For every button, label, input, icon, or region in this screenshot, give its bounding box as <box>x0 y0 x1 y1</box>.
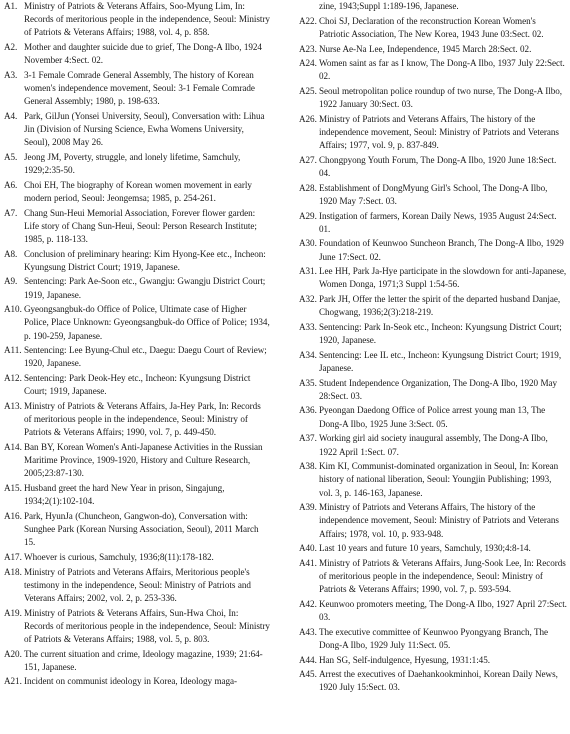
reference-number: A11. <box>4 345 22 356</box>
reference-entry <box>299 43 567 56</box>
reference-number: A20. <box>4 648 22 659</box>
reference-number: A23. <box>299 43 317 54</box>
reference-text: Kim KI, Communist-dominated organization in Seoul, In: Korean history of national liberation, Seoul: Youngjin Publishing; 1993, vol. 3, p. 146-163, Japanese. <box>319 461 559 498</box>
reference-entry <box>4 372 270 398</box>
reference-text: Lee HH, Park Ja-Hye participate in the slowdown for anti-Japanese, Women Donga, 1971;3 Suppl 1:54-56. <box>319 266 567 290</box>
reference-entry <box>4 69 270 109</box>
reference-text: Whoever is curious, Samchuly, 1936;8(11):178-182. <box>24 551 214 562</box>
reference-entry <box>4 566 270 606</box>
reference-entry <box>4 303 270 343</box>
reference-text: Seoul metropolitan police roundup of two nurse, The Dong-A Ilbo, 1922 January 30:Sect. 03. <box>319 86 562 110</box>
reference-text: Keunwoo promoters meeting, The Dong-A Ilbo, 1927 April 27:Sect. 03. <box>319 598 567 623</box>
reference-entry <box>299 501 567 541</box>
reference-text: Sentencing: Park Ae-Soon etc., Gwangju: Gwangju District Court; 1919, Japanese. <box>24 276 266 300</box>
reference-text: Park, GilJun (Yonsei University, Seoul), Conversation with: Lihua Jin (Division of Nursing Science, Ewha Womens University, Seoul), 2008 May 26. <box>24 110 265 148</box>
reference-text: Sentencing: Lee Byung-Chul etc., Daegu: Daegu Court of Review; 1920, Japanese. <box>24 345 267 369</box>
reference-entry <box>299 349 567 375</box>
reference-entry <box>299 210 567 236</box>
reference-number: A42. <box>299 598 317 609</box>
reference-entry <box>299 557 567 597</box>
reference-text: Park JH, Offer the letter the spirit of the departed husband Danjae, Chogwang, 1936;2(3):218-219. <box>319 294 561 318</box>
reference-number: A41. <box>299 557 317 568</box>
reference-entry <box>299 154 567 180</box>
reference-text: Foundation of Keunwoo Suncheon Branch, The Dong-A Ilbo, 1929 June 17:Sect. 02. <box>319 238 564 262</box>
reference-text: Conclusion of preliminary hearing: Kim Hyong-Kee etc., Incheon: Kyungsung District Court; 1919, Japanese. <box>24 248 266 272</box>
reference-number: A28. <box>299 182 317 193</box>
reference-text: Choi SJ, Declaration of the reconstruction Korean Women's Patriotic Association, The New Korea, 1943 June 03:Sect. 02. <box>319 15 544 39</box>
reference-text: Sentencing: Lee IL etc., Incheon: Kyungsung District Court; 1919, Japanese. <box>319 349 562 373</box>
reference-text: Gyeongsangbuk-do Office of Police, Ultimate case of Higher Police, Place Unknown: Gyeongsangbuk-do Office of Police; 1934, p. 190-259, Japanese. <box>24 304 270 341</box>
reference-text: Choi EH, The biography of Korean women movement in early modern period, Seoul: Jeongemsa; 1985, p. 254-261. <box>24 179 252 203</box>
reference-text: Park, HyunJa (Chuncheon, Gangwon-do), Conversation with: Sunghee Park (Korean Nursing Association, Seoul), 2011 March 15. <box>24 510 259 548</box>
reference-text: Ministry of Patriots & Veterans Affairs, Sun-Hwa Choi, In: Records of meritorious people in the independence, Seoul: Ministry of Patriots & Veterans Affairs; 1988, vol. 5, p. 803. <box>24 607 270 644</box>
reference-entry <box>299 377 567 403</box>
reference-number: A40. <box>299 543 317 554</box>
reference-number: A24. <box>299 58 317 69</box>
reference-number: A6. <box>4 179 18 190</box>
reference-text: Chongpyong Youth Forum, The Dong-A Ilbo, 1920 June 18:Sect. 04. <box>319 154 557 179</box>
reference-text: Ministry of Patriots and Veterans Affairs, The history of the independence movement, Seoul: Ministry of Patriots and Veterans Affairs; 1977, vol. 9, p. 837-849. <box>319 113 559 151</box>
reference-entry <box>4 551 270 564</box>
reference-text: Instigation of farmers, Korean Daily News, 1935 August 24:Sect. 01. <box>319 210 557 234</box>
reference-column-right <box>299 0 567 696</box>
reference-number: A34. <box>299 349 317 360</box>
reference-column-left <box>4 0 270 690</box>
reference-entry <box>4 41 270 67</box>
reference-number: A38. <box>299 461 317 472</box>
reference-number: A35. <box>299 377 317 388</box>
reference-entry <box>299 182 567 208</box>
reference-number: A8. <box>4 248 18 259</box>
reference-text: Husband greet the hard New Year in prison, Singajung, 1934;2(1):102-104. <box>24 483 225 507</box>
reference-number: A10. <box>4 304 22 315</box>
reference-entry <box>299 0 567 13</box>
reference-text: 3-1 Female Comrade General Assembly, The history of Korean women's independence movement, Seoul: 3-1 Female Comrade General Assembly; 1980, p. 198-633. <box>24 69 255 107</box>
reference-entry <box>299 293 567 319</box>
reference-text: Arrest the executives of Daehankookminhoi, Korean Daily News, 1920 July 15:Sect. 03. <box>319 669 558 693</box>
reference-number: A7. <box>4 207 18 218</box>
reference-text: Ministry of Patriots & Veterans Affairs, Ja-Hey Park, In: Records of meritorious people in the independence, Seoul: Ministry of Patriots & Veterans Affairs; 1990, vol. 7, p. 449-450. <box>24 400 261 438</box>
reference-entry <box>4 110 270 150</box>
reference-entry <box>299 542 567 555</box>
reference-entry <box>4 400 270 440</box>
reference-number: A9. <box>4 276 18 287</box>
reference-entry <box>299 626 567 652</box>
reference-text: The current situation and crime, Ideology magazine, 1939; 21:64-151, Japanese. <box>24 648 263 672</box>
reference-number: A5. <box>4 151 18 162</box>
reference-number: A21. <box>4 676 22 687</box>
reference-number: A30. <box>299 238 317 249</box>
reference-text: Incident on communist ideology in Korea, Ideology maga- <box>24 676 238 687</box>
reference-text: Ministry of Patriots & Veterans Affairs, Jung-Sook Lee, In: Records of meritorious people in the independence, Seoul: Ministry of Patriots & Veterans Affairs; 1990, vol. 7, p. 593-594. <box>319 557 566 595</box>
reference-number: A14. <box>4 442 22 452</box>
reference-number: A18. <box>4 566 22 577</box>
reference-number: A2. <box>4 42 18 53</box>
reference-entry <box>299 460 567 500</box>
reference-number: A26. <box>299 113 317 124</box>
reference-entry <box>299 668 567 694</box>
reference-number: A29. <box>299 210 317 221</box>
reference-number: A1. <box>4 1 18 11</box>
reference-entry <box>4 510 270 550</box>
reference-entry <box>4 675 270 688</box>
reference-number: A3. <box>4 69 18 80</box>
reference-entry <box>299 654 567 667</box>
reference-entry <box>4 207 270 247</box>
reference-entry <box>4 248 270 274</box>
reference-number: A17. <box>4 551 22 562</box>
reference-entry <box>299 432 567 458</box>
reference-entry <box>4 482 270 508</box>
reference-entry <box>4 0 270 40</box>
reference-entry <box>299 57 567 83</box>
reference-entry <box>4 441 270 481</box>
reference-entry <box>299 237 567 263</box>
reference-text: Working girl aid society inaugural assembly, The Dong-A Ilbo, 1922 April 1:Sect. 07. <box>319 433 548 457</box>
reference-text: zine, 1943;Suppl 1:189-196, Japanese. <box>319 1 459 11</box>
reference-number: A36. <box>299 405 317 416</box>
reference-text: Ministry of Patriots and Veterans Affairs, The history of the independence movement, Seoul: Ministry of Patriots and Veterans Affairs; 1978, vol. 10, p. 933-948. <box>319 502 559 539</box>
reference-text: Student Independence Organization, The Dong-A Ilbo, 1920 May 28:Sect. 03. <box>319 377 558 401</box>
reference-text: Nurse Ae-Na Lee, Independence, 1945 March 28:Sect. 02. <box>319 43 532 54</box>
reference-entry <box>299 113 567 153</box>
reference-text: Pyeongan Daedong Office of Police arrest young man 13, The Dong-A Ilbo, 1925 June 3:Sect. 05. <box>319 405 546 429</box>
reference-number: A22. <box>299 15 317 26</box>
reference-entry <box>4 607 270 647</box>
reference-number: A43. <box>299 626 317 637</box>
reference-number: A33. <box>299 321 317 332</box>
reference-entry <box>4 151 270 177</box>
reference-text: Mother and daughter suicide due to grief, The Dong-A Ilbo, 1924 November 4:Sect. 02. <box>24 42 262 66</box>
reference-text: The executive committee of Keunwoo Pyongyang Branch, The Dong-A Ilbo, 1929 July 11:Sect. 05. <box>319 626 549 650</box>
reference-number: A39. <box>299 502 317 513</box>
reference-text: Sentencing: Park Deok-Hey etc., Incheon: Kyungsung District Court; 1919, Japanese. <box>24 373 251 397</box>
reference-entry <box>4 648 270 674</box>
reference-entry <box>299 15 567 41</box>
reference-text: Han SG, Self-indulgence, Hyesung, 1931:1:45. <box>319 654 490 665</box>
reference-number: A19. <box>4 607 22 618</box>
reference-entry <box>4 275 270 301</box>
reference-number: A37. <box>299 433 317 444</box>
reference-text: Women saint as far as I know, The Dong-A Ilbo, 1937 July 22:Sect. 02. <box>319 58 565 82</box>
reference-text: Ministry of Patriots and Veterans Affairs, Meritorious people's testimony in the independence, Seoul: Ministry of Patriots and Veterans Affairs; 2002, vol. 2, p. 253-336. <box>24 566 251 603</box>
reference-number: A4. <box>4 110 18 121</box>
reference-number: A32. <box>299 294 317 305</box>
reference-entry <box>299 265 567 291</box>
reference-text: Last 10 years and future 10 years, Samchuly, 1930;4:8-14. <box>319 543 531 554</box>
reference-text: Jeong JM, Poverty, struggle, and lonely lifetime, Samchuly, 1929;2:35-50. <box>24 151 241 176</box>
reference-number: A15. <box>4 483 22 494</box>
reference-number: A12. <box>4 373 22 384</box>
reference-entry <box>299 404 567 430</box>
reference-text: Ban BY, Korean Women's Anti-Japanese Activities in the Russian Maritime Province, 1909-1920, History and Culture Research, 2005;23:87-130. <box>24 442 263 479</box>
reference-entry <box>299 598 567 624</box>
reference-text: Ministry of Patriots & Veterans Affairs, Soo-Myung Lim, In: Records of meritorious people in the independence, Seoul: Ministry of Patriots & Veterans Affairs; 1988, vol. 4, p. 858. <box>24 1 270 38</box>
reference-entry <box>299 321 567 347</box>
reference-entry <box>299 85 567 111</box>
reference-entry <box>4 344 270 370</box>
reference-number: A16. <box>4 510 22 521</box>
reference-number: A13. <box>4 400 22 411</box>
reference-text: Sentencing: Park In-Seok etc., Incheon: Kyungsung District Court; 1920, Japanese. <box>319 321 562 346</box>
reference-number: A27. <box>299 154 317 165</box>
reference-text: Establishment of DongMyung Girl's School, The Dong-A Ilbo, 1920 May 7:Sect. 03. <box>319 182 548 206</box>
reference-number: A45. <box>299 669 317 680</box>
reference-number: A25. <box>299 86 317 97</box>
reference-entry <box>4 179 270 205</box>
reference-number: A44. <box>299 654 317 665</box>
reference-number: A31. <box>299 266 317 277</box>
reference-text: Chang Sun-Heui Memorial Association, Forever flower garden: Life story of Chang Sun-Heui, Seoul: Person Research Institute; 1985, p. 118-133. <box>24 207 257 244</box>
